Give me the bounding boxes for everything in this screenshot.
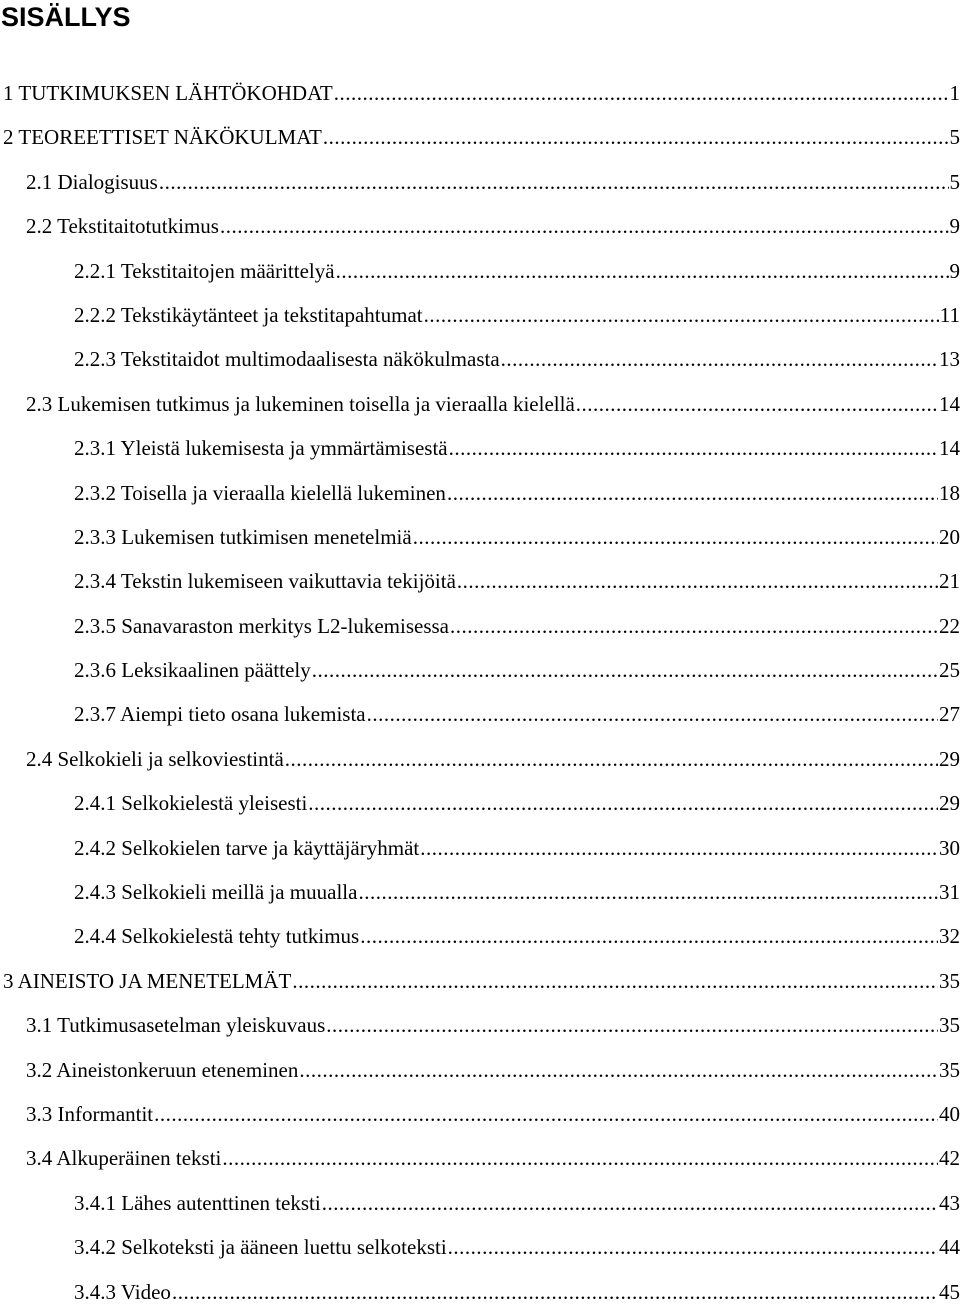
page-title: SISÄLLYS [1, 0, 131, 34]
toc-entry[interactable] [0, 71, 960, 115]
toc-entry-label: 2.2.2 Tekstikäytänteet ja tekstitapahtumat [74, 293, 423, 337]
toc-entry-label: 2.4.3 Selkokieli meillä ja muualla [74, 870, 357, 914]
toc-entry[interactable] [0, 604, 960, 648]
toc-entry-label: 2 TEOREETTISET NÄKÖKULMAT [3, 115, 322, 159]
toc-leader-dots [358, 870, 938, 914]
toc-leader-dots [285, 737, 938, 781]
toc-entry-label: 2.3.7 Aiempi tieto osana lukemista [74, 692, 366, 736]
toc-entry-label: 2.3.4 Tekstin lukemiseen vaikuttavia tekijöitä [74, 559, 456, 603]
toc-leader-dots [449, 426, 938, 470]
toc-entry[interactable] [0, 515, 960, 559]
toc-entry-label: 2.3.2 Toisella ja vieraalla kielellä lukeminen [74, 471, 446, 515]
toc-entry-label: 1 TUTKIMUKSEN LÄHTÖKOHDAT [3, 71, 333, 115]
toc-entry[interactable] [0, 1003, 960, 1047]
toc-entry-label: 3.3 Informantit [26, 1092, 153, 1136]
toc-leader-dots [424, 293, 939, 337]
toc-leader-dots [336, 249, 949, 293]
toc-leader-dots [322, 1181, 938, 1225]
toc-entry-page: 30 [939, 826, 960, 870]
toc-leader-dots [420, 826, 938, 870]
toc-entry[interactable] [0, 737, 960, 781]
toc-leader-dots [326, 1003, 938, 1047]
toc-entry[interactable] [0, 959, 960, 1003]
toc-entry-page: 40 [939, 1092, 960, 1136]
toc-entry[interactable] [0, 1092, 960, 1136]
toc-entry[interactable] [0, 293, 960, 337]
toc-entry-page: 22 [939, 604, 960, 648]
toc-entry-page: 13 [939, 337, 960, 381]
toc-leader-dots [222, 1136, 938, 1180]
toc-entry-label: 3.4.2 Selkoteksti ja ääneen luettu selkoteksti [74, 1225, 447, 1269]
toc-entry[interactable] [0, 426, 960, 470]
toc-leader-dots [172, 1270, 938, 1314]
toc-leader-dots [299, 1048, 938, 1092]
toc-entry[interactable] [0, 471, 960, 515]
toc-leader-dots [312, 648, 938, 692]
toc-leader-dots [501, 337, 938, 381]
toc-entry-label: 2.3.6 Leksikaalinen päättely [74, 648, 311, 692]
toc-entry-page: 27 [939, 692, 960, 736]
toc-entry[interactable] [0, 826, 960, 870]
toc-leader-dots [323, 115, 949, 159]
toc-entry-page: 11 [940, 293, 960, 337]
toc-entry-page: 20 [939, 515, 960, 559]
toc-leader-dots [576, 382, 938, 426]
toc-entry-page: 32 [939, 914, 960, 958]
toc-entry[interactable] [0, 914, 960, 958]
toc-entry-page: 18 [939, 471, 960, 515]
toc-entry-page: 29 [939, 781, 960, 825]
toc-leader-dots [448, 1225, 938, 1269]
toc-entry-label: 3 AINEISTO JA MENETELMÄT [3, 959, 291, 1003]
toc-leader-dots [220, 204, 949, 248]
toc-entry[interactable] [0, 1270, 960, 1314]
toc-entry-page: 42 [939, 1136, 960, 1180]
toc-entry-label: 2.4.4 Selkokielestä tehty tutkimus [74, 914, 359, 958]
toc-entry-label: 2.4.2 Selkokielen tarve ja käyttäjäryhmät [74, 826, 419, 870]
toc-entry-label: 2.3.1 Yleistä lukemisesta ja ymmärtämisestä [74, 426, 448, 470]
toc-entry-label: 2.2 Tekstitaitotutkimus [26, 204, 219, 248]
toc-entry-page: 31 [939, 870, 960, 914]
toc-entry[interactable] [0, 115, 960, 159]
toc-entry-page: 5 [950, 160, 960, 204]
toc-leader-dots [159, 160, 949, 204]
toc-entry-label: 2.3.5 Sanavaraston merkitys L2-lukemisessa [74, 604, 449, 648]
toc-entry[interactable] [0, 337, 960, 381]
toc-entry-page: 44 [939, 1225, 960, 1269]
toc-entry[interactable] [0, 382, 960, 426]
toc-entry-label: 2.4.1 Selkokielestä yleisesti [74, 781, 307, 825]
toc-leader-dots [457, 559, 938, 603]
toc-leader-dots [292, 959, 938, 1003]
toc-entry-label: 3.4 Alkuperäinen teksti [26, 1136, 221, 1180]
toc-entry[interactable] [0, 249, 960, 293]
toc-entry[interactable] [0, 648, 960, 692]
toc-leader-dots [334, 71, 949, 115]
toc-entry-page: 5 [950, 115, 960, 159]
toc-entry-label: 2.4 Selkokieli ja selkoviestintä [26, 737, 284, 781]
toc-entry-page: 35 [939, 959, 960, 1003]
toc-leader-dots [308, 781, 938, 825]
toc-entry-label: 3.2 Aineistonkeruun eteneminen [26, 1048, 298, 1092]
toc-leader-dots [367, 692, 938, 736]
toc-entry[interactable] [0, 204, 960, 248]
toc-entry-page: 25 [939, 648, 960, 692]
toc-entry-page: 1 [950, 71, 960, 115]
toc-entry-page: 14 [939, 382, 960, 426]
toc-entry-label: 2.2.3 Tekstitaidot multimodaalisesta näkökulmasta [74, 337, 500, 381]
toc-leader-dots [450, 604, 938, 648]
toc-entry-label: 2.2.1 Tekstitaitojen määrittelyä [74, 249, 335, 293]
toc-entry-page: 43 [939, 1181, 960, 1225]
toc-leader-dots [360, 914, 938, 958]
toc-leader-dots [447, 471, 938, 515]
toc-entry[interactable] [0, 781, 960, 825]
toc-entry-page: 35 [939, 1048, 960, 1092]
toc-leader-dots [154, 1092, 938, 1136]
toc-entry-page: 9 [950, 249, 960, 293]
toc-entry-label: 3.1 Tutkimusasetelman yleiskuvaus [26, 1003, 325, 1047]
toc-entry[interactable] [0, 1048, 960, 1092]
toc-entry-label: 3.4.1 Lähes autenttinen teksti [74, 1181, 321, 1225]
toc-entry[interactable] [0, 692, 960, 736]
toc-entry-page: 35 [939, 1003, 960, 1047]
toc-entry[interactable] [0, 870, 960, 914]
toc-entry-label: 2.1 Dialogisuus [26, 160, 158, 204]
toc-entry[interactable] [0, 1136, 960, 1180]
toc-entry[interactable] [0, 1181, 960, 1225]
toc-entry-page: 29 [939, 737, 960, 781]
toc-entry-label: 2.3 Lukemisen tutkimus ja lukeminen toisella ja vieraalla kielellä [26, 382, 575, 426]
toc-entry[interactable] [0, 160, 960, 204]
toc-entry[interactable] [0, 559, 960, 603]
toc-entry-page: 21 [939, 559, 960, 603]
table-of-contents [0, 71, 960, 1314]
toc-entry-page: 9 [950, 204, 960, 248]
toc-entry-page: 45 [939, 1270, 960, 1314]
toc-entry-label: 3.4.3 Video [74, 1270, 171, 1314]
toc-leader-dots [413, 515, 938, 559]
toc-entry-page: 14 [939, 426, 960, 470]
toc-entry-label: 2.3.3 Lukemisen tutkimisen menetelmiä [74, 515, 412, 559]
toc-entry[interactable] [0, 1225, 960, 1269]
